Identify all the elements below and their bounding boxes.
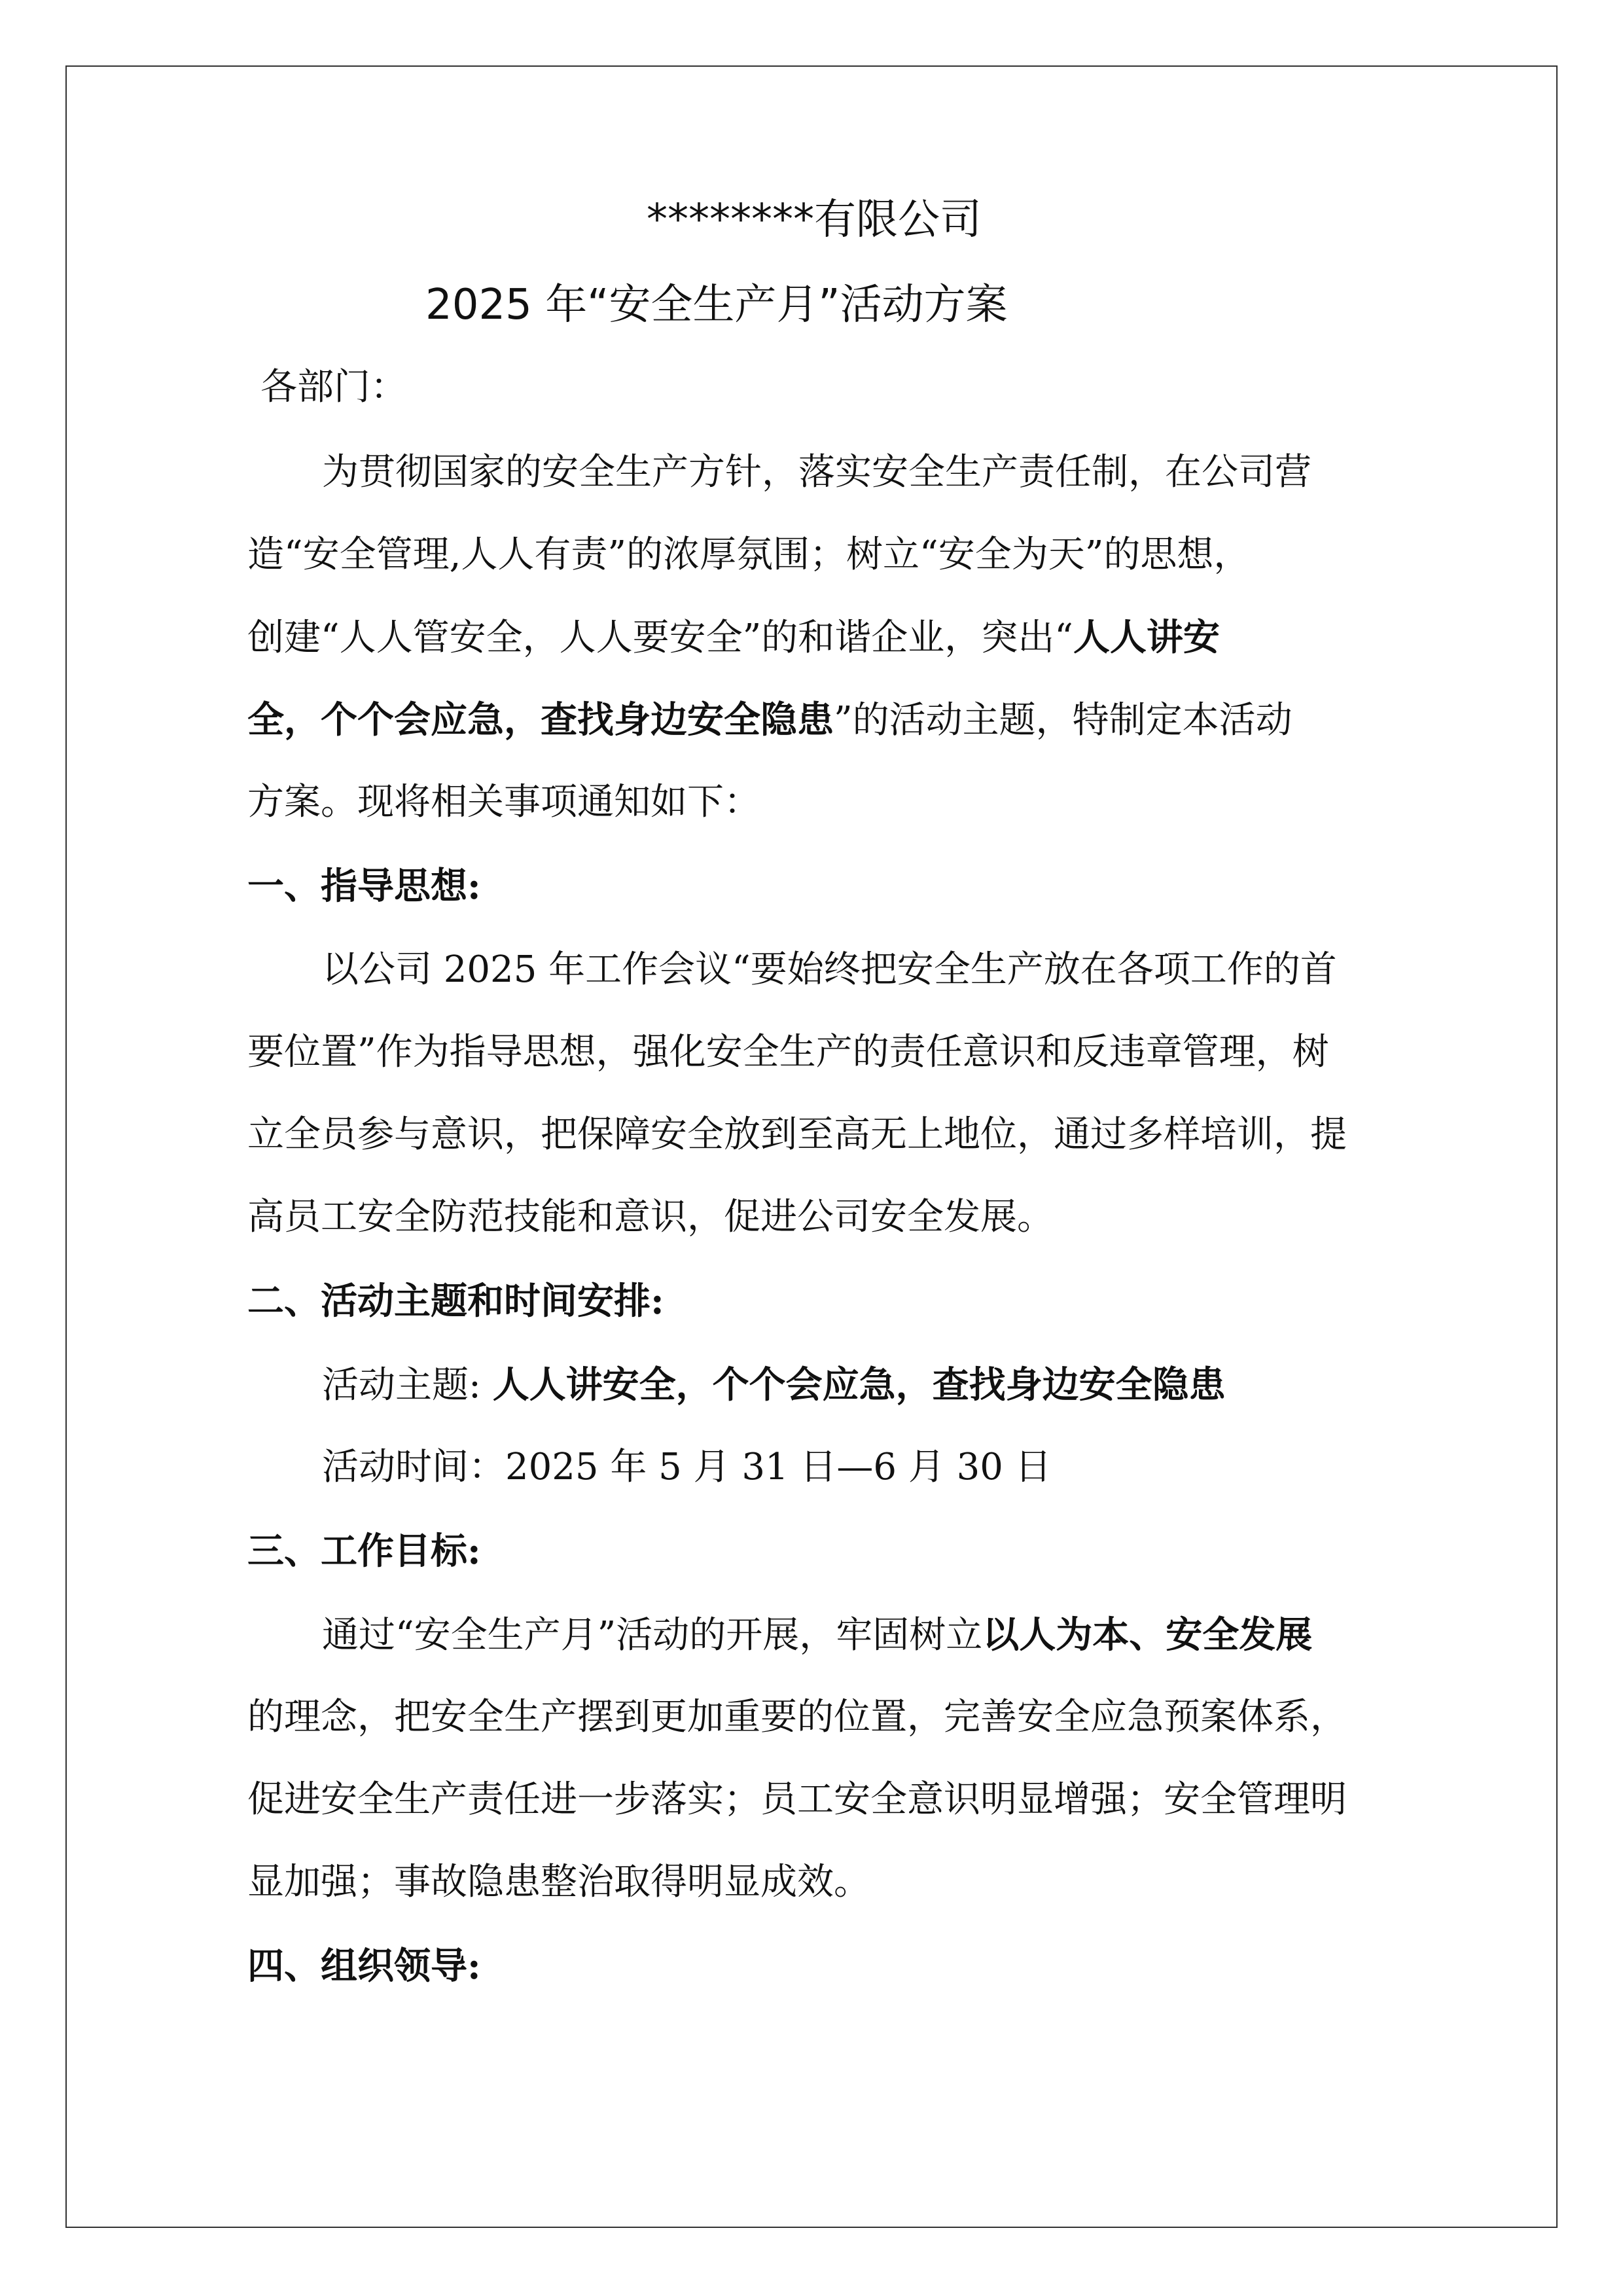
salutation: 各部门： bbox=[260, 366, 407, 408]
intro-line-5: 方案。现将相关事项通知如下： bbox=[247, 781, 760, 823]
activity-theme-value: 人人讲安全，个个会应急，查找身边安全隐患 bbox=[492, 1363, 1226, 1407]
intro-line-4-text: ”的活动主题，特制定本活动 bbox=[834, 699, 1293, 742]
section-4-heading: 四、组织领导: bbox=[247, 1945, 481, 1988]
intro-line-3-emphasis: 人人讲安 bbox=[1073, 616, 1220, 659]
section-1-line-1: 以公司 2025 年工作会议“要始终把安全生产放在各项工作的首 bbox=[322, 948, 1337, 991]
intro-line-1: 为贯彻国家的安全生产方针，落实安全生产责任制，在公司营 bbox=[322, 451, 1311, 493]
section-1-line-4: 高员工安全防范技能和意识，促进公司安全发展。 bbox=[247, 1196, 1054, 1238]
activity-theme bbox=[322, 1361, 1226, 1409]
section-3-line-2: 的理念，把安全生产摆到更加重要的位置，完善安全应急预案体系， bbox=[247, 1696, 1347, 1738]
intro-line-3-text: 创建“人人管安全，人人要安全”的和谐企业，突出“ bbox=[247, 617, 1073, 659]
activity-time: 活动时间：2025 年 5 月 31 日—6 月 30 日 bbox=[322, 1446, 1052, 1488]
section-3-line-1 bbox=[322, 1611, 1312, 1659]
section-1-line-2: 要位置”作为指导思想，强化安全生产的责任意识和反违章管理，树 bbox=[247, 1031, 1329, 1073]
activity-theme-label: 活动主题: bbox=[322, 1364, 493, 1407]
section-1-line-3: 立全员参与意识，把保障安全放到至高无上地位，通过多样培训，提 bbox=[247, 1113, 1347, 1156]
section-3-heading: 三、工作目标: bbox=[247, 1530, 481, 1573]
plan-title: 2025 年“安全生产月”活动方案 bbox=[425, 281, 1008, 329]
section-3-line-1-text: 通过“安全生产月”活动的开展，牢固树立 bbox=[322, 1614, 983, 1657]
intro-line-4-emphasis: 全，个个会应急，查找身边安全隐患 bbox=[247, 698, 834, 742]
section-2-heading: 二、活动主题和时间安排: bbox=[247, 1280, 664, 1323]
intro-line-3 bbox=[247, 614, 1220, 662]
intro-line-4 bbox=[247, 696, 1293, 744]
company-title: ********有限公司 bbox=[647, 196, 982, 244]
section-3-line-3: 促进安全生产责任进一步落实；员工安全意识明显增强；安全管理明 bbox=[247, 1778, 1347, 1821]
section-3-line-4: 显加强；事故隐患整治取得明显成效。 bbox=[247, 1861, 870, 1903]
section-1-heading: 一、指导思想: bbox=[247, 865, 481, 908]
section-3-line-1-emphasis: 以人为本、安全发展 bbox=[982, 1613, 1313, 1657]
intro-line-2: 造“安全管理,人人有责”的浓厚氛围；树立“安全为天”的思想， bbox=[247, 533, 1251, 576]
